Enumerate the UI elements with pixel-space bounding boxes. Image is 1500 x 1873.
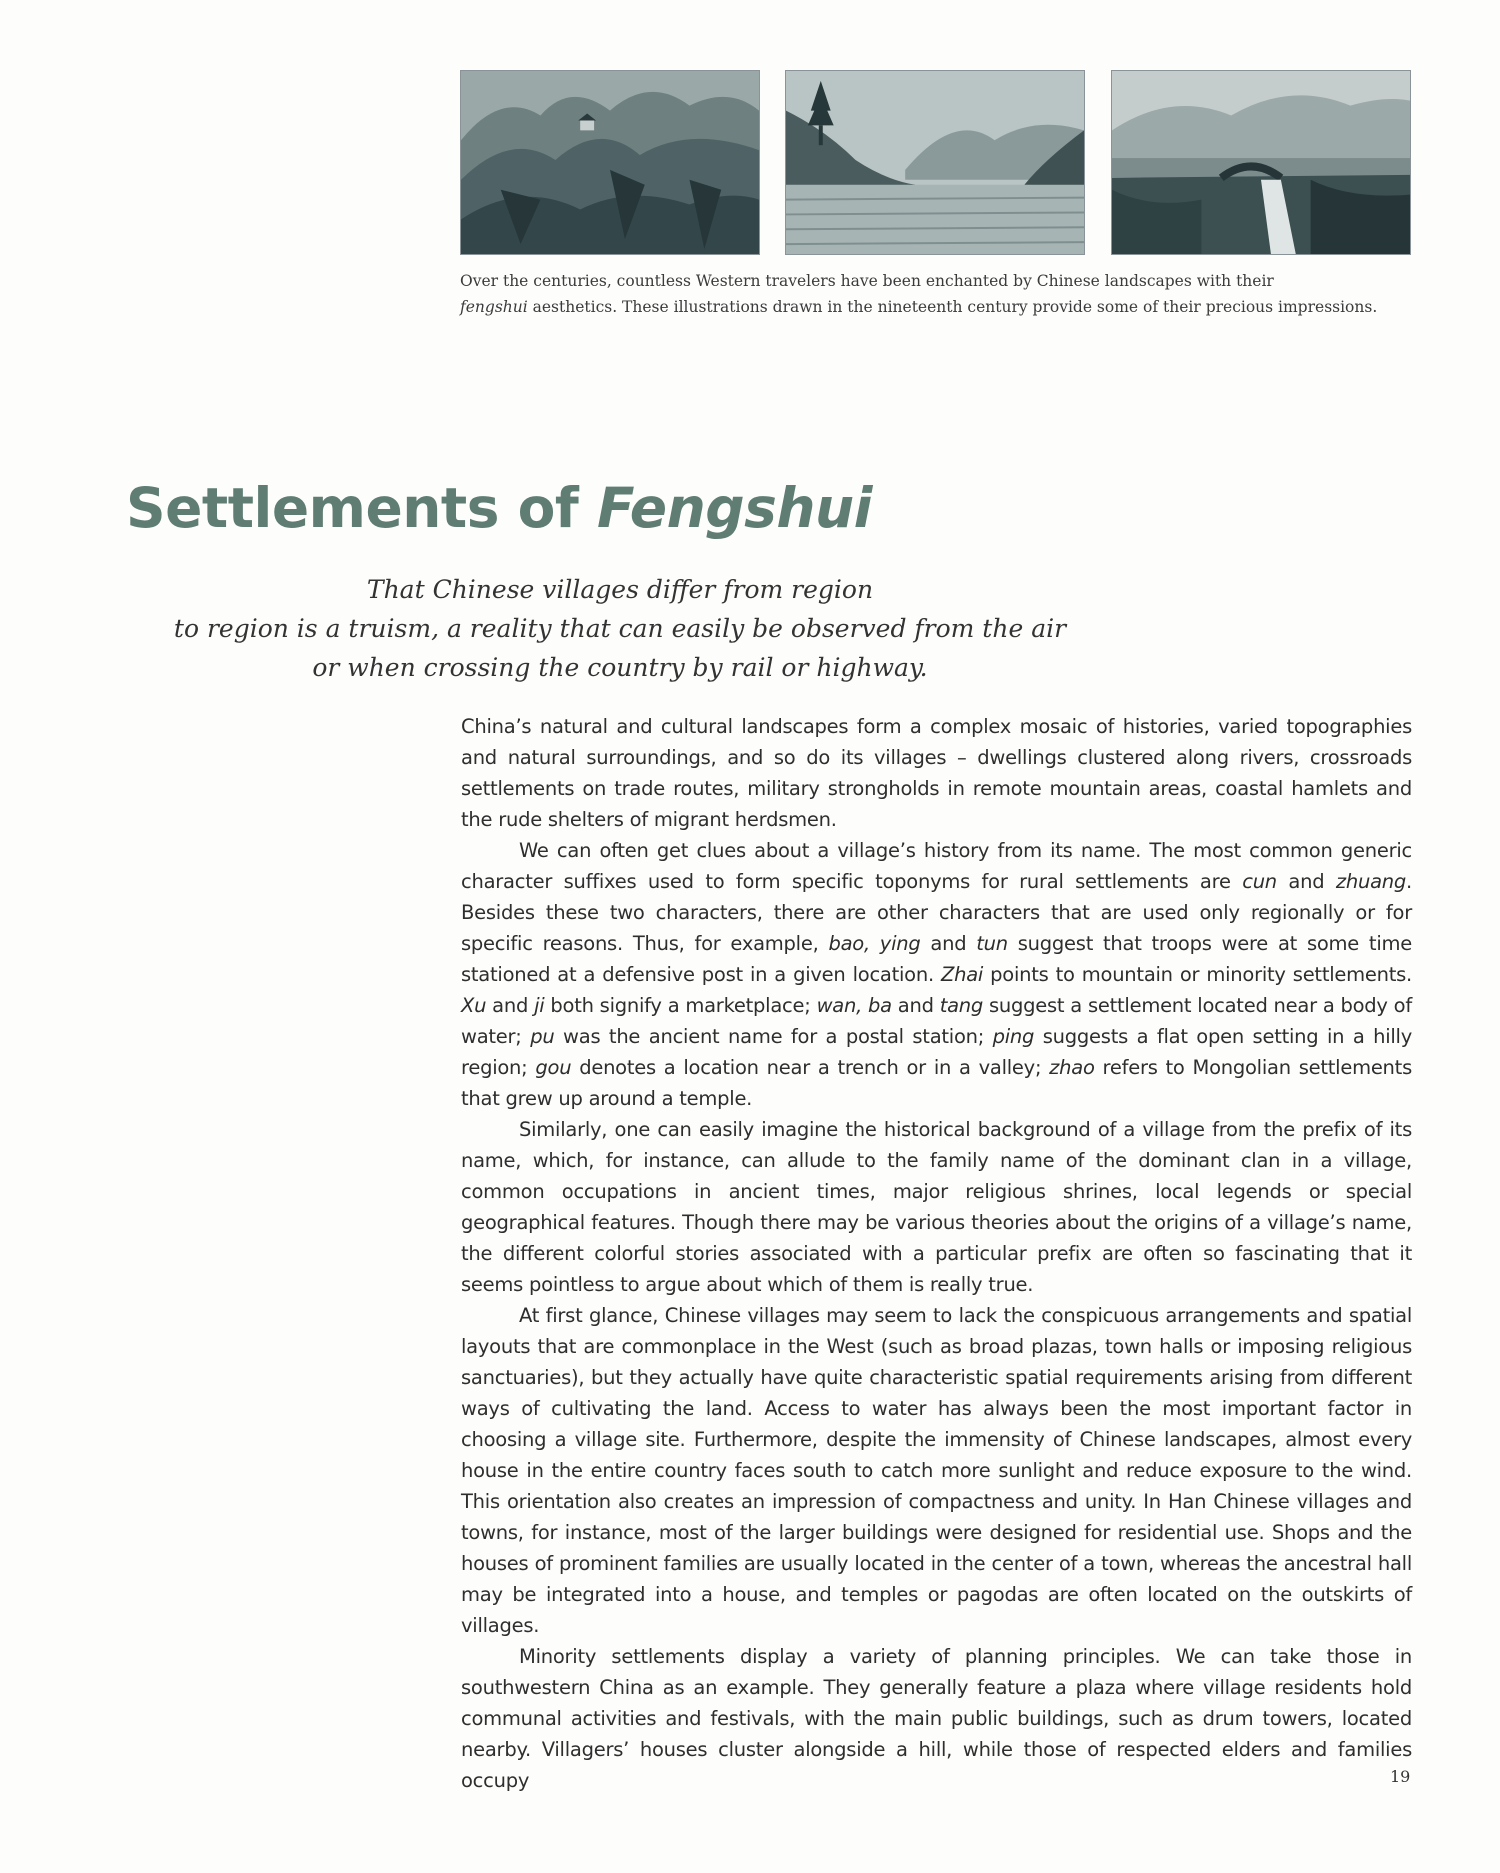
toponym-term: tun (976, 932, 1008, 955)
text-run: denotes a location near a trench or in a valley; (571, 1056, 1050, 1079)
pull-quote-line-3: or when crossing the country by rail or highway. (312, 653, 928, 682)
toponym-term: tang (939, 994, 984, 1017)
pull-quote-line-2: to region is a truism, a reality that can easily be observed from the air (173, 614, 1067, 643)
bridge-waterfall-engraving (1111, 70, 1411, 255)
toponym-term: ping (992, 1025, 1035, 1048)
toponym-term: zhuang (1335, 870, 1407, 893)
text-run: . Besides these two characters, there are other characters that are used only regionally or for specific reasons. Thus, for example, (461, 870, 1412, 955)
paragraph-4: At first glance, Chinese villages may seem to lack the conspicuous arrangements and spatial layouts that are commonplace in the West (such as broad plazas, town halls or imposing religious sanctuaries), but they actually have quite characteristic spatial requirements arising from different ways of cultivating the land. Access to water has always been the most important factor in choosing a village site. Furthermore, despite the immensity of Chinese landscapes, almost every house in the entire country faces south to catch more sunlight and reduce exposure to the wind. This orientation also creates an impression of compactness and unity. In Han Chinese villages and towns, for instance, most of the larger buildings were designed for residential use. Shops and the houses of prominent families are usually located in the center of a town, whereas the ancestral hall may be integrated into a house, and temples or pagodas are often located on the outskirts of villages. (461, 1304, 1412, 1637)
text-run: and (920, 932, 977, 955)
text-run: suggest a settlement located near a body of water; (461, 994, 1412, 1048)
paragraph-5: Minority settlements display a variety of planning principles. We can take those in southwestern China as an example. They generally feature a plaza where village residents hold communal activities and festivals, with the main public buildings, such as drum towers, located nearby. Villagers’ houses cluster alongside a hill, while those of respected elders and families occupy (461, 1645, 1412, 1792)
text-run: points to mountain or minority settlements. (983, 963, 1412, 986)
paragraph-3: Similarly, one can easily imagine the historical background of a village from the prefix of its name, which, for instance, can allude to the family name of the dominant clan in a village, common occupations in ancient times, major religious shrines, local legends or special geographical features. Though there may be various theories about the origins of a village’s name, the different colorful stories associated with a particular prefix are often so fascinating that it seems pointless to argue about which of them is really true. (461, 1118, 1412, 1296)
toponym-term: Zhai (941, 963, 984, 986)
mountain-village-engraving (460, 70, 760, 255)
text-run: We can often get clues about a village’s history from its name. The most common generic character suffixes used to form specific toponyms for rural settlements are (461, 839, 1412, 893)
text-run: refers to Mongolian settlements that grew up around a temple. (461, 1056, 1412, 1110)
paragraph-1: China’s natural and cultural landscapes form a complex mosaic of histories, varied topographies and natural surroundings, and so do its villages – dwellings clustered along rivers, crossroads settlements on trade routes, military strongholds in remote mountain areas, coastal hamlets and the rude shelters of migrant herdsmen. (461, 715, 1412, 831)
toponym-term: bao, ying (828, 932, 921, 955)
toponym-term: pu (530, 1025, 555, 1048)
toponym-term: cun (1242, 870, 1277, 893)
toponym-term: zhao (1049, 1056, 1095, 1079)
paragraph-2 (461, 835, 1412, 1114)
figure-caption (460, 268, 1420, 320)
text-run: was the ancient name for a postal station; (554, 1025, 993, 1048)
text-run: and (486, 994, 535, 1017)
toponym-term: wan, ba (816, 994, 892, 1017)
text-run: and (891, 994, 940, 1017)
pull-quote (120, 570, 1120, 687)
text-run: both signify a marketplace; (544, 994, 817, 1017)
chapter-title (126, 476, 872, 540)
pull-quote-line-1: That Chinese villages differ from region (366, 575, 874, 604)
text-run: and (1276, 870, 1336, 893)
page-number: 19 (1390, 1767, 1411, 1786)
title-emphasis: Fengshui (596, 476, 872, 540)
title-prefix: Settlements of (126, 476, 597, 540)
body-text (461, 711, 1412, 1796)
caption-line-1: Over the centuries, countless Western travelers have been enchanted by Chinese landscapes with their (460, 272, 1274, 290)
toponym-term: Xu (461, 994, 487, 1017)
caption-term: fengshui (460, 298, 528, 316)
text-run: suggest that troops were at some time stationed at a defensive post in a given location. (461, 932, 1412, 986)
toponym-term: ji (534, 994, 545, 1017)
text-run: suggests a flat open setting in a hilly region; (461, 1025, 1413, 1079)
caption-line-2: aesthetics. These illustrations drawn in the nineteenth century provide some of their precious impressions. (527, 298, 1378, 316)
river-gorge-engraving (785, 70, 1085, 255)
toponym-term: gou (535, 1056, 572, 1079)
